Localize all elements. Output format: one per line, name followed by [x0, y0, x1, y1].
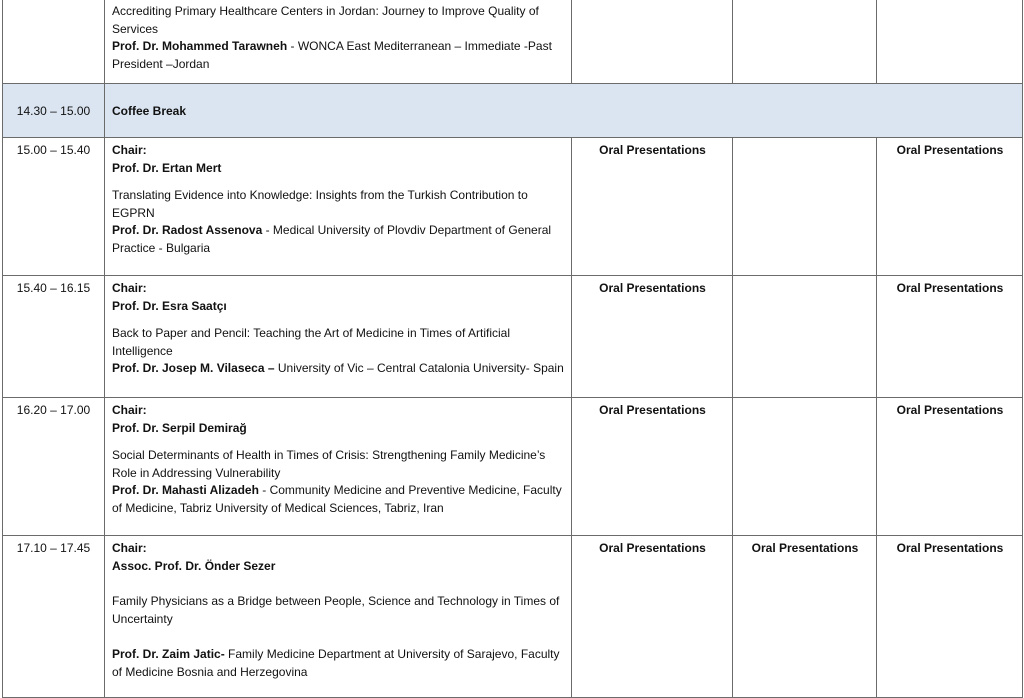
- time-cell: 16.20 – 17.00: [3, 398, 105, 536]
- track-cell: [877, 0, 1023, 84]
- track-cell: [733, 398, 877, 536]
- track-cell: Oral Presentations: [572, 276, 733, 398]
- speaker-name: Prof. Dr. Radost Assenova: [112, 223, 263, 237]
- table-row: [3, 0, 1023, 84]
- track-cell: Oral Presentations: [733, 536, 877, 698]
- speaker-line: [112, 482, 565, 517]
- chair-label: Chair:: [112, 541, 147, 555]
- track-cell: Oral Presentations: [572, 536, 733, 698]
- chair-name: Prof. Dr. Serpil Demirağ: [112, 420, 247, 435]
- speaker-affiliation: - WONCA East Mediterranean – Immediate -Past President –Jordan: [112, 39, 552, 71]
- speaker-name: Prof. Dr. Mahasti Alizadeh: [112, 483, 259, 497]
- talk-title: Family Physicians as a Bridge between People, Science and Technology in Times of Uncertainty: [112, 594, 560, 626]
- speaker-affiliation: Family Medicine Department at University of Sarajevo, Faculty of Medicine Bosnia and Herzegovina: [112, 647, 560, 679]
- table-row: [3, 398, 1023, 536]
- track-cell: [733, 276, 877, 398]
- track-cell: [572, 0, 733, 84]
- speaker-affiliation: - Community Medicine and Preventive Medicine, Faculty of Medicine, Tabriz University of Medical Sciences, Tabriz, Iran: [112, 483, 562, 515]
- track-cell: Oral Presentations: [877, 276, 1023, 398]
- speaker-name: Prof. Dr. Zaim Jatic-: [112, 647, 225, 661]
- table-row-coffee-break: [3, 84, 1023, 138]
- speaker-affiliation: - Medical University of Plovdiv Department of General Practice - Bulgaria: [112, 223, 552, 255]
- track-cell: [733, 138, 877, 276]
- chair-name: Assoc. Prof. Dr. Önder Sezer: [112, 558, 276, 573]
- talk-title: Translating Evidence into Knowledge: Insights from the Turkish Contribution to EGPRN: [112, 188, 528, 220]
- program-schedule-table: [2, 0, 1023, 698]
- chair-label: Chair:: [112, 281, 147, 295]
- session-cell: [105, 138, 572, 276]
- time-cell: [3, 0, 105, 84]
- track-cell: Oral Presentations: [877, 536, 1023, 698]
- speaker-line: [112, 222, 565, 257]
- time-cell: 17.10 – 17.45: [3, 536, 105, 698]
- talk-title: Back to Paper and Pencil: Teaching the Art of Medicine in Times of Artificial Intelligence: [112, 326, 510, 358]
- talk-title: Accrediting Primary Healthcare Centers in Jordan: Journey to Improve Quality of Services: [112, 4, 539, 36]
- table-row: [3, 138, 1023, 276]
- session-cell: [105, 276, 572, 398]
- chair-label: Chair:: [112, 403, 147, 417]
- session-cell: [105, 0, 572, 84]
- session-cell: [105, 536, 572, 698]
- table-row: [3, 536, 1023, 698]
- chair-label: Chair:: [112, 143, 147, 157]
- speaker-line: [112, 38, 565, 73]
- chair-name: Prof. Dr. Ertan Mert: [112, 160, 222, 175]
- track-cell: Oral Presentations: [877, 138, 1023, 276]
- speaker-name: Prof. Dr. Josep M. Vilaseca –: [112, 361, 278, 375]
- speaker-affiliation: University of Vic – Central Catalonia University- Spain: [277, 361, 564, 375]
- speaker-line: [112, 360, 565, 378]
- track-cell: Oral Presentations: [572, 398, 733, 536]
- speaker-name: Prof. Dr. Mohammed Tarawneh: [112, 39, 288, 53]
- track-cell: Oral Presentations: [572, 138, 733, 276]
- table-row: [3, 276, 1023, 398]
- track-cell: Oral Presentations: [877, 398, 1023, 536]
- time-cell: 15.40 – 16.15: [3, 276, 105, 398]
- speaker-line: [112, 646, 565, 681]
- time-cell: 14.30 – 15.00: [3, 84, 105, 138]
- session-cell: [105, 398, 572, 536]
- chair-name: Prof. Dr. Esra Saatçı: [112, 298, 227, 313]
- track-cell: [733, 0, 877, 84]
- coffee-break-label: Coffee Break: [105, 84, 1023, 138]
- talk-title: Social Determinants of Health in Times of Crisis: Strengthening Family Medicine’s Role in Addressing Vulnerability: [112, 448, 546, 480]
- time-cell: 15.00 – 15.40: [3, 138, 105, 276]
